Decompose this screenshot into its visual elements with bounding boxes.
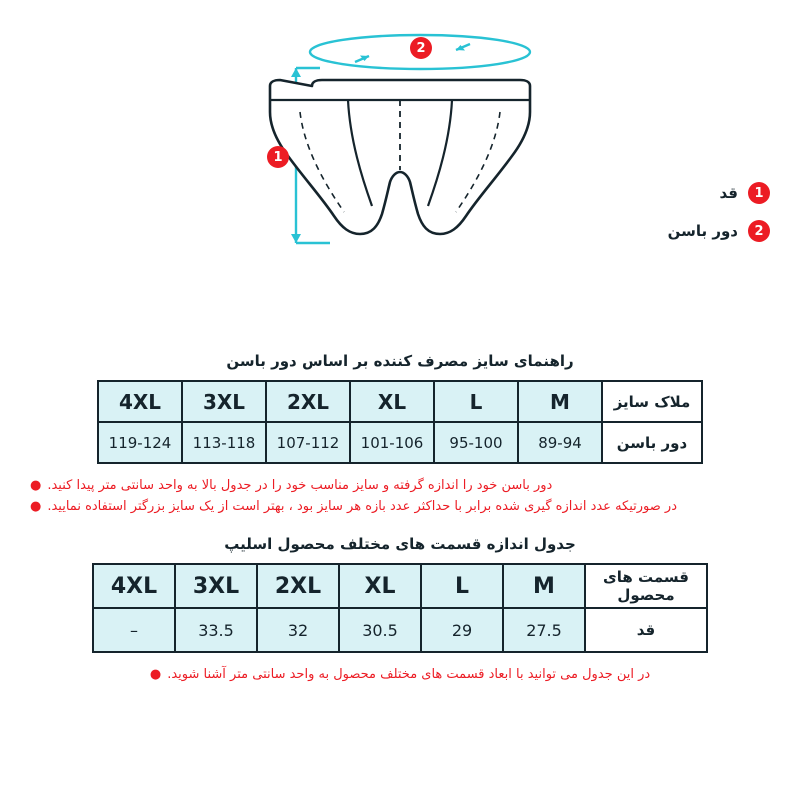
size-cell-m: M [518, 381, 602, 422]
section1-title: راهنمای سایز مصرف کننده بر اساس دور باسن [226, 352, 574, 370]
size-cell-4xl: 4XL [93, 564, 175, 608]
note-item [30, 497, 770, 518]
hip-value-4xl: 119-124 [98, 422, 182, 463]
size-cell-l: L [434, 381, 518, 422]
section2-notes [30, 665, 770, 686]
size-cell-2xl: 2XL [257, 564, 339, 608]
badge-1-marker: 1 [267, 146, 289, 168]
product-parts-header: قسمت های محصول [585, 564, 707, 608]
size-cell-2xl: 2XL [266, 381, 350, 422]
note-text: در این جدول می توانید با ابعاد قسمت های مختلف محصول به واحد سانتی متر آشنا شوید. [167, 667, 651, 682]
legend-badge-1: 1 [748, 182, 770, 204]
length-value-4xl: – [93, 608, 175, 652]
size-cell-3xl: 3XL [175, 564, 257, 608]
size-cell-xl: XL [339, 564, 421, 608]
badge-2-marker: 2 [410, 37, 432, 59]
diagram-legend [570, 182, 770, 258]
legend-badge-2: 2 [748, 220, 770, 242]
table-row-header [98, 381, 702, 422]
section1-notes [30, 476, 770, 518]
size-cell-xl: XL [350, 381, 434, 422]
length-value-xl: 30.5 [339, 608, 421, 652]
legend-label-2: دور باسن [667, 222, 738, 240]
length-value-3xl: 33.5 [175, 608, 257, 652]
hip-value-l: 95-100 [434, 422, 518, 463]
size-cell-4xl: 4XL [98, 381, 182, 422]
row-label-length: قد [585, 608, 707, 652]
size-cell-m: M [503, 564, 585, 608]
size-criteria-header: ملاک سایز [602, 381, 702, 422]
table-row-header [93, 564, 707, 608]
legend-label-1: قد [719, 184, 738, 202]
hip-value-xl: 101-106 [350, 422, 434, 463]
length-value-m: 27.5 [503, 608, 585, 652]
note-item [30, 476, 770, 497]
table-row [93, 608, 707, 652]
legend-item-1 [570, 182, 770, 204]
note-item [30, 665, 770, 686]
bullet-icon: ● [149, 667, 162, 682]
bullet-icon: ● [30, 478, 42, 493]
consumer-size-table [97, 380, 703, 464]
size-cell-l: L [421, 564, 503, 608]
size-cell-3xl: 3XL [182, 381, 266, 422]
consumer-size-guide-section [0, 352, 800, 518]
row-label-hip: دور باسن [602, 422, 702, 463]
product-measurements-section [0, 535, 800, 686]
bullet-icon: ● [30, 498, 42, 514]
product-measurements-table [92, 563, 708, 653]
length-value-2xl: 32 [257, 608, 339, 652]
hip-value-m: 89-94 [518, 422, 602, 463]
length-value-l: 29 [421, 608, 503, 652]
hip-value-2xl: 107-112 [266, 422, 350, 463]
briefs-illustration-svg [0, 0, 800, 330]
table-row [98, 422, 702, 463]
section2-title: جدول اندازه قسمت های مختلف محصول اسلیپ [224, 535, 576, 553]
product-diagram [0, 0, 800, 330]
hip-value-3xl: 113-118 [182, 422, 266, 463]
note-text: دور باسن خود را اندازه گرفته و سایز مناسب خود را در جدول بالا به واحد سانتی متر پیدا کنید. [47, 478, 553, 493]
note-text: در صورتیکه عدد اندازه گیری شده برابر با حداکثر عدد بازه هر سایز بود ، بهتر است از یک سایز بزرگتر استفاده نمایید. [47, 498, 677, 514]
legend-item-2 [570, 220, 770, 242]
